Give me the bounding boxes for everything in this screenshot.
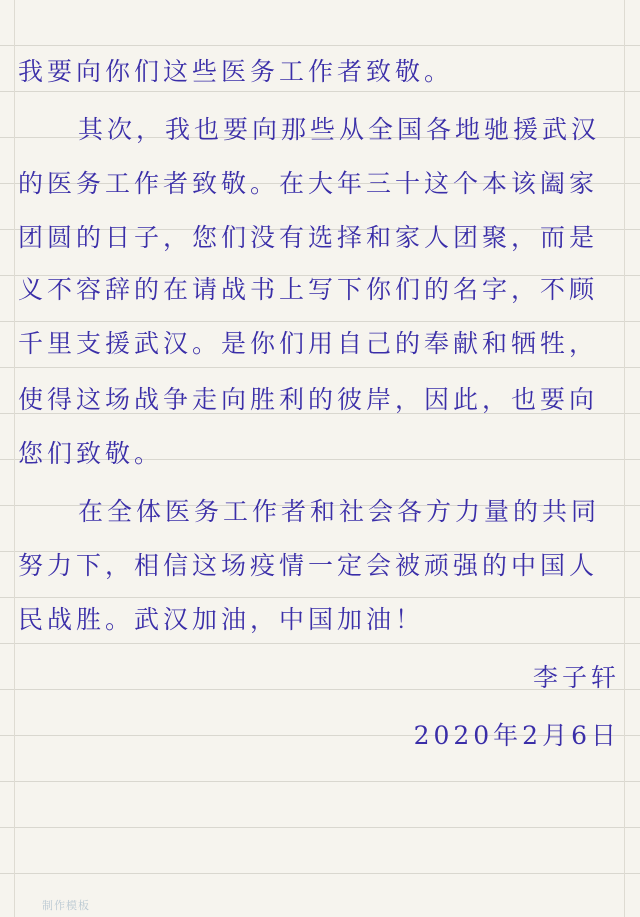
letter-line-7: 使得这场战争走向胜利的彼岸，因此，也要向: [18, 385, 599, 414]
letter-line-11: 民战胜。武汉加油，中国加油！: [18, 605, 425, 634]
signature: 李子轩: [532, 663, 620, 692]
letter-line-8: 您们致敬。: [18, 439, 164, 468]
letter-line-10: 努力下，相信这场疫情一定会被顽强的中国人: [18, 551, 599, 580]
letter-line-5: 义不容辞的在请战书上写下你们的名字，不顾: [18, 275, 599, 304]
letter-line-1: 我要向你们这些医务工作者致敬。: [18, 57, 454, 86]
letter-line-3: 的医务工作者致敬。在大年三十这个本该阖家: [18, 169, 599, 198]
letter-line-6: 千里支援武汉。是你们用自己的奉献和牺牲，: [18, 329, 599, 358]
watermark: 制作模板: [42, 899, 90, 912]
margin-line-left: [14, 0, 15, 917]
letter-date: 2020年2月6日: [413, 721, 620, 750]
letter-line-9: 在全体医务工作者和社会各方力量的共同: [78, 497, 601, 526]
letter-line-4: 团圆的日子，您们没有选择和家人团聚，而是: [18, 223, 599, 252]
letter-line-2: 其次，我也要向那些从全国各地驰援武汉: [78, 115, 601, 144]
